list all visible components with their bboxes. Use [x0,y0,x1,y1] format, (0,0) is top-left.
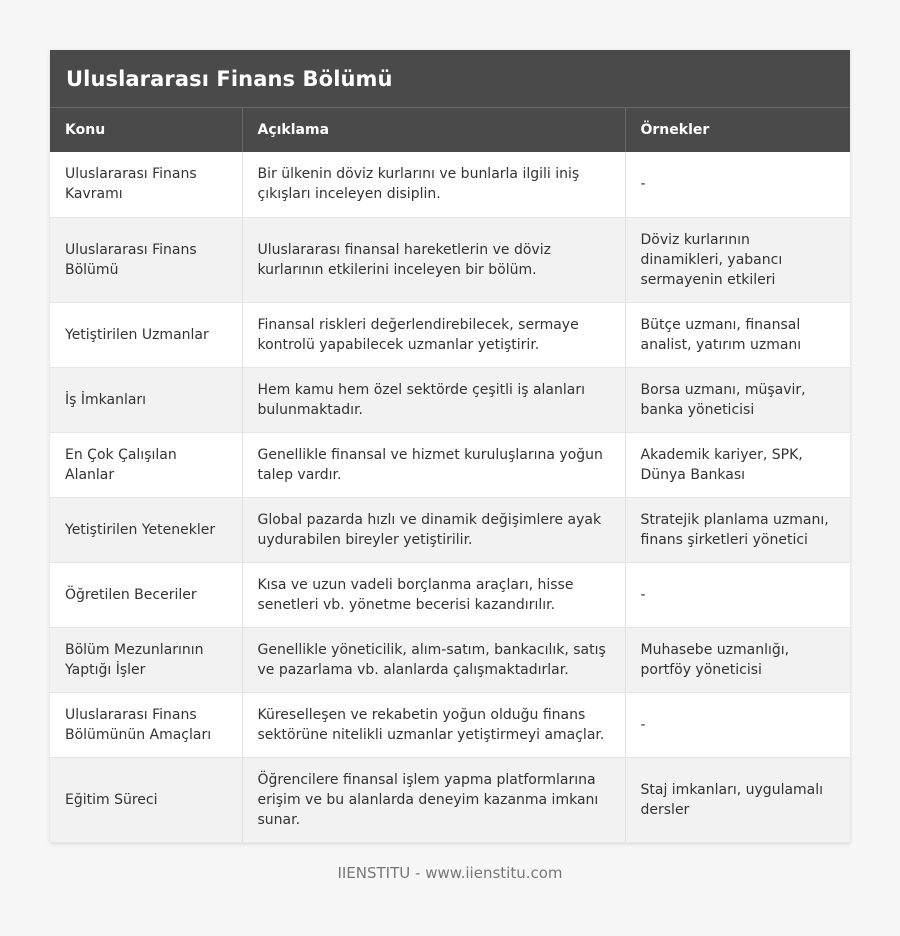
cell-topic: Eğitim Süreci [50,757,242,842]
cell-topic: En Çok Çalışılan Alanlar [50,432,242,497]
table-header-row [50,108,850,152]
cell-topic: Uluslararası Finans Bölümünün Amaçları [50,692,242,757]
table-row [50,757,850,842]
table-row [50,217,850,302]
cell-topic: Uluslararası Finans Bölümü [50,217,242,302]
cell-topic: Öğretilen Beceriler [50,562,242,627]
cell-description: Finansal riskleri değerlendirebilecek, sermaye kontrolü yapabilecek uzmanlar yetiştirir. [242,302,625,367]
title-bar [50,50,850,108]
table-row [50,367,850,432]
table-card [50,50,850,843]
cell-examples: Muhasebe uzmanlığı, portföy yöneticisi [625,627,850,692]
table-row [50,562,850,627]
cell-examples: Döviz kurlarının dinamikleri, yabancı sermayenin etkileri [625,217,850,302]
cell-description: Küreselleşen ve rekabetin yoğun olduğu finans sektörüne nitelikli uzmanlar yetiştirmeyi amaçlar. [242,692,625,757]
info-table [50,108,850,843]
table-row [50,627,850,692]
cell-description: Global pazarda hızlı ve dinamik değişimlere ayak uydurabilen bireyler yetiştirilir. [242,497,625,562]
table-row [50,302,850,367]
cell-topic: Yetiştirilen Yetenekler [50,497,242,562]
page-title: Uluslararası Finans Bölümü [66,66,393,91]
cell-examples: - [625,562,850,627]
cell-description: Kısa ve uzun vadeli borçlanma araçları, hisse senetleri vb. yönetme becerisi kazandırılır. [242,562,625,627]
table-row [50,432,850,497]
cell-topic: Uluslararası Finans Kavramı [50,152,242,217]
cell-description: Genellikle yöneticilik, alım-satım, bankacılık, satış ve pazarlama vb. alanlarda çalışmaktadırlar. [242,627,625,692]
cell-examples: Akademik kariyer, SPK, Dünya Bankası [625,432,850,497]
column-header-description: Açıklama [242,108,625,152]
cell-examples: - [625,152,850,217]
table-row [50,152,850,217]
cell-topic: İş İmkanları [50,367,242,432]
table-row [50,692,850,757]
cell-description: Hem kamu hem özel sektörde çeşitli iş alanları bulunmaktadır. [242,367,625,432]
cell-description: Öğrencilere finansal işlem yapma platformlarına erişim ve bu alanlarda deneyim kazanma imkanı sunar. [242,757,625,842]
cell-examples: Borsa uzmanı, müşavir, banka yöneticisi [625,367,850,432]
footer-credit: IIENSTITU - www.iienstitu.com [337,864,563,882]
cell-examples: - [625,692,850,757]
table-row [50,497,850,562]
cell-description: Uluslararası finansal hareketlerin ve döviz kurlarının etkilerini inceleyen bir bölüm. [242,217,625,302]
cell-examples: Bütçe uzmanı, finansal analist, yatırım uzmanı [625,302,850,367]
column-header-examples: Örnekler [625,108,850,152]
cell-description: Bir ülkenin döviz kurlarını ve bunlarla ilgili iniş çıkışları inceleyen disiplin. [242,152,625,217]
cell-description: Genellikle finansal ve hizmet kuruluşlarına yoğun talep vardır. [242,432,625,497]
cell-examples: Staj imkanları, uygulamalı dersler [625,757,850,842]
cell-topic: Bölüm Mezunlarının Yaptığı İşler [50,627,242,692]
cell-topic: Yetiştirilen Uzmanlar [50,302,242,367]
column-header-topic: Konu [50,108,242,152]
cell-examples: Stratejik planlama uzmanı, finans şirketleri yönetici [625,497,850,562]
